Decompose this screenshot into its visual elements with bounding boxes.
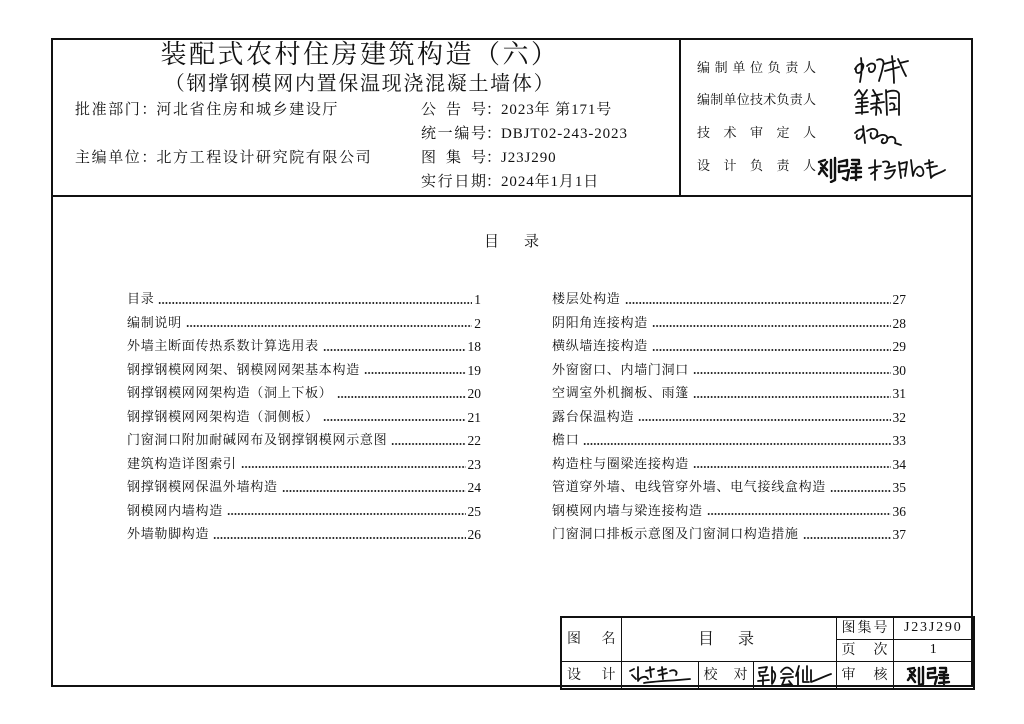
toc-entry bbox=[552, 453, 906, 477]
effective-date-line bbox=[421, 172, 599, 191]
toc-entry bbox=[127, 359, 481, 383]
toc-entry bbox=[127, 382, 481, 406]
chief-editor-line bbox=[75, 148, 372, 166]
atlas-number-cell bbox=[893, 617, 974, 639]
toc-dot-leader bbox=[830, 490, 890, 492]
effective-date-value: 2024年1月1日 bbox=[501, 174, 600, 190]
contents-right-column bbox=[552, 288, 906, 547]
toc-entry-page: 36 bbox=[892, 503, 906, 519]
colon: ： bbox=[486, 172, 502, 190]
toc-entry bbox=[552, 523, 906, 547]
toc-dot-leader bbox=[186, 325, 472, 327]
toc-entry-title: 外墙主断面传热系数计算选用表 bbox=[127, 339, 319, 354]
design-label-cell bbox=[561, 661, 621, 689]
toc-entry bbox=[552, 359, 906, 383]
atlas-number-line bbox=[421, 148, 557, 167]
notice-value: 2023年 第171号 bbox=[501, 102, 613, 118]
toc-entry-page: 29 bbox=[892, 339, 906, 354]
toc-entry-title: 檐口 bbox=[552, 433, 580, 448]
toc-entry-page: 31 bbox=[892, 386, 906, 401]
review-label: 审核 bbox=[841, 666, 888, 683]
toc-entry-page: 22 bbox=[467, 433, 481, 448]
toc-dot-leader bbox=[337, 396, 466, 398]
toc-entry bbox=[127, 312, 481, 336]
atlas-title: 装配式农村住房建筑构造（六） bbox=[160, 40, 560, 70]
toc-dot-leader bbox=[693, 372, 890, 374]
page-number: 1 bbox=[929, 642, 937, 657]
toc-dot-leader bbox=[652, 325, 891, 327]
header-vertical-divider bbox=[679, 38, 681, 196]
toc-entry-title: 钢撑钢模网网架构造（洞侧板） bbox=[127, 409, 319, 425]
atlas-number-label: 图集号 bbox=[841, 620, 888, 637]
colon: ： bbox=[486, 124, 502, 142]
contents-left-column bbox=[127, 288, 481, 547]
approval-line bbox=[75, 100, 339, 118]
drawing-name-label-cell bbox=[561, 617, 621, 661]
unit-technical-head-signature bbox=[852, 86, 908, 118]
toc-entry-page: 26 bbox=[467, 527, 481, 542]
toc-entry-page: 30 bbox=[892, 362, 906, 378]
toc-entry-title: 空调室外机搁板、雨篷 bbox=[552, 386, 690, 401]
design-head-signature-1 bbox=[816, 155, 864, 183]
approval-value: 河北省住房和城乡建设厅 bbox=[156, 100, 340, 118]
check-label: 校对 bbox=[703, 666, 748, 683]
atlas-number-label-cell bbox=[836, 617, 893, 639]
toc-entry-title: 钢模网内墙与梁连接构造 bbox=[552, 503, 703, 519]
toc-entry bbox=[552, 500, 906, 524]
toc-dot-leader bbox=[282, 490, 466, 492]
toc-entry bbox=[127, 288, 481, 312]
toc-entry-page: 33 bbox=[892, 433, 906, 448]
toc-entry-title: 构造柱与圈梁连接构造 bbox=[552, 456, 690, 472]
toc-dot-leader bbox=[158, 302, 472, 304]
toc-entry-page: 28 bbox=[892, 315, 906, 331]
toc-entry-page: 37 bbox=[892, 527, 906, 542]
drawing-name: 目录 bbox=[697, 629, 778, 649]
chief-editor-value: 北方工程设计研究院有限公司 bbox=[156, 148, 373, 166]
colon: ： bbox=[486, 148, 502, 166]
unit-head-signature bbox=[850, 53, 912, 85]
toc-dot-leader bbox=[583, 443, 890, 445]
toc-entry-title: 横纵墙连接构造 bbox=[552, 339, 648, 354]
unified-number-label: 统一编号 bbox=[421, 124, 486, 142]
header-divider bbox=[51, 195, 973, 197]
toc-entry-title: 管道穿外墙、电线管穿外墙、电气接线盒构造 bbox=[552, 480, 827, 495]
colon: ： bbox=[141, 148, 157, 166]
toc-entry-page: 2 bbox=[474, 315, 481, 331]
toc-entry bbox=[127, 406, 481, 430]
toc-entry bbox=[127, 523, 481, 547]
atlas-number: J23J290 bbox=[904, 620, 963, 636]
toc-entry-title: 楼层处构造 bbox=[552, 292, 621, 307]
toc-dot-leader bbox=[241, 466, 466, 468]
page-label: 页次 bbox=[841, 642, 888, 658]
toc-dot-leader bbox=[625, 302, 891, 304]
toc-entry-page: 34 bbox=[892, 456, 906, 472]
toc-entry-title: 外墙勒脚构造 bbox=[127, 527, 210, 542]
toc-entry-page: 1 bbox=[474, 292, 481, 307]
toc-entry-title: 外窗窗口、内墙门洞口 bbox=[552, 362, 690, 378]
toc-entry bbox=[127, 476, 481, 500]
check-signature-cell bbox=[753, 661, 836, 689]
design-head-label: 设计负责人 bbox=[697, 159, 816, 174]
toc-entry bbox=[552, 476, 906, 500]
toc-entry-title: 目录 bbox=[127, 292, 155, 307]
toc-entry-page: 20 bbox=[467, 386, 481, 401]
toc-entry bbox=[552, 406, 906, 430]
toc-entry-title: 建筑构造详图索引 bbox=[127, 456, 237, 472]
toc-entry bbox=[127, 500, 481, 524]
review-signature bbox=[905, 664, 961, 686]
unit-technical-head-label: 编制单位技术负责人 bbox=[697, 93, 816, 108]
toc-dot-leader bbox=[803, 537, 891, 539]
toc-entry bbox=[552, 429, 906, 453]
toc-dot-leader bbox=[323, 349, 466, 351]
unified-number-value: DBJT02-243-2023 bbox=[501, 126, 628, 142]
toc-entry-page: 32 bbox=[892, 409, 906, 425]
toc-dot-leader bbox=[213, 537, 465, 539]
review-label-cell bbox=[836, 661, 893, 689]
technical-reviewer-label: 技术审定人 bbox=[697, 126, 816, 141]
toc-dot-leader bbox=[364, 372, 466, 374]
toc-entry bbox=[552, 312, 906, 336]
toc-entry-title: 编制说明 bbox=[127, 315, 182, 331]
toc-entry-page: 24 bbox=[467, 480, 481, 495]
toc-dot-leader bbox=[707, 513, 891, 515]
toc-entry bbox=[552, 335, 906, 359]
toc-dot-leader bbox=[227, 513, 466, 515]
design-signature-cell bbox=[621, 661, 698, 689]
contents-heading: 目录 bbox=[484, 232, 565, 250]
design-head-signature-2 bbox=[866, 155, 948, 183]
toc-entry-title: 钢撑钢模网网架、钢模网网架基本构造 bbox=[127, 362, 360, 378]
toc-entry-page: 35 bbox=[892, 480, 906, 495]
technical-reviewer-signature bbox=[852, 122, 904, 148]
toc-entry bbox=[127, 429, 481, 453]
toc-entry-title: 钢模网内墙构造 bbox=[127, 503, 223, 519]
toc-entry-title: 露台保温构造 bbox=[552, 409, 635, 425]
toc-dot-leader bbox=[638, 419, 890, 421]
chief-editor-label: 主编单位 bbox=[75, 148, 142, 166]
toc-entry-page: 18 bbox=[467, 339, 481, 354]
toc-dot-leader bbox=[652, 349, 891, 351]
toc-entry bbox=[552, 288, 906, 312]
colon: ： bbox=[486, 100, 502, 118]
notice-line bbox=[421, 100, 612, 119]
drawing-name-label: 图名 bbox=[567, 631, 616, 648]
drawing-name-cell bbox=[621, 617, 836, 661]
unit-head-label: 编制单位负责人 bbox=[697, 61, 816, 76]
toc-entry-page: 27 bbox=[892, 292, 906, 307]
toc-entry-page: 19 bbox=[467, 362, 481, 378]
colon: ： bbox=[141, 100, 157, 118]
title-block bbox=[560, 616, 975, 690]
toc-dot-leader bbox=[323, 419, 466, 421]
review-signature-cell bbox=[893, 661, 974, 689]
toc-dot-leader bbox=[391, 443, 465, 445]
toc-entry-title: 门窗洞口排板示意图及门窗洞口构造措施 bbox=[552, 527, 799, 542]
toc-dot-leader bbox=[693, 466, 890, 468]
atlas-subtitle: （钢撑钢模网内置保温现浇混凝土墙体） bbox=[164, 71, 556, 95]
toc-entry-page: 21 bbox=[467, 409, 481, 425]
toc-dot-leader bbox=[693, 396, 890, 398]
toc-entry-page: 25 bbox=[467, 503, 481, 519]
toc-entry-title: 门窗洞口附加耐碱网布及钢撑钢模网示意图 bbox=[127, 433, 388, 448]
toc-entry bbox=[127, 453, 481, 477]
toc-entry-title: 钢撑钢模网保温外墙构造 bbox=[127, 480, 278, 495]
check-label-cell bbox=[698, 661, 753, 689]
atlas-number-label: 图集号 bbox=[421, 148, 486, 166]
toc-entry-page: 23 bbox=[467, 456, 481, 472]
toc-entry bbox=[552, 382, 906, 406]
page-label-cell bbox=[836, 639, 893, 661]
toc-entry bbox=[127, 335, 481, 359]
page-number-cell bbox=[893, 639, 974, 661]
check-signature bbox=[755, 662, 835, 688]
effective-date-label: 实行日期 bbox=[421, 172, 486, 190]
toc-entry-title: 阴阳角连接构造 bbox=[552, 315, 648, 331]
notice-label: 公告号 bbox=[421, 100, 486, 118]
design-label: 设计 bbox=[567, 666, 616, 683]
atlas-number-value: J23J290 bbox=[501, 150, 557, 166]
design-signature bbox=[626, 663, 694, 687]
toc-entry-title: 钢撑钢模网网架构造（洞上下板） bbox=[127, 386, 333, 401]
approval-label: 批准部门 bbox=[75, 100, 142, 118]
unified-number-line bbox=[421, 124, 628, 143]
